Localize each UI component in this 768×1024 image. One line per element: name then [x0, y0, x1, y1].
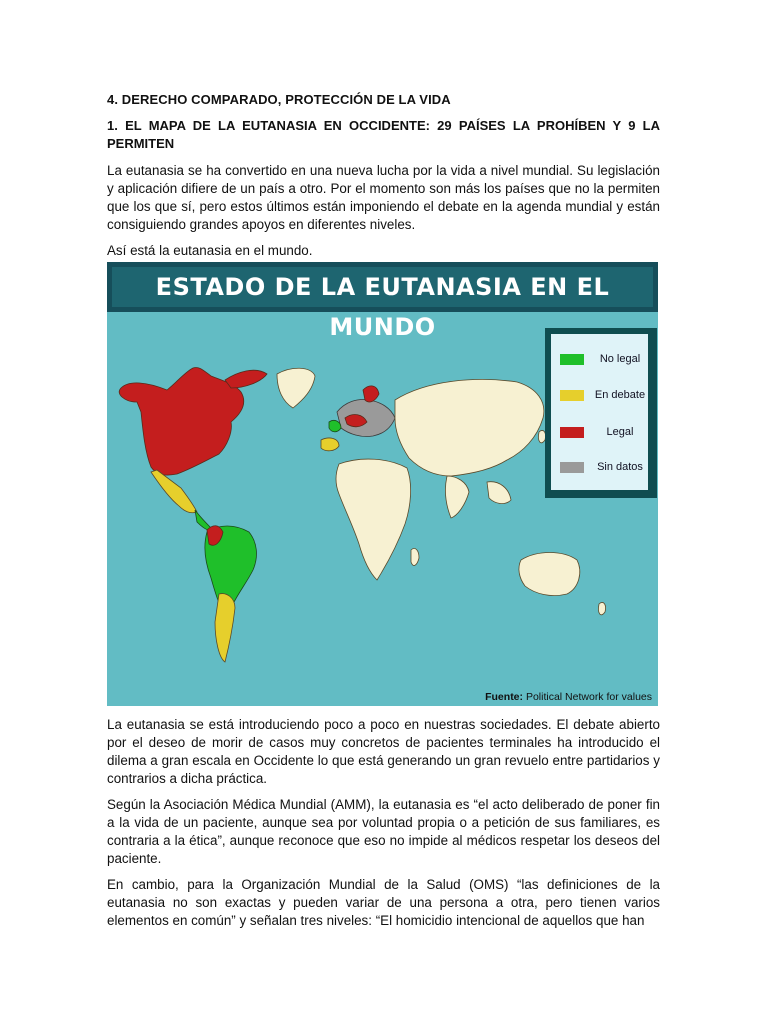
north-america-region — [119, 367, 244, 475]
legend-item-legal — [560, 425, 650, 439]
map-caption: Así está la eutanasia en el mundo. — [107, 243, 313, 258]
argentina-debate — [215, 594, 235, 662]
paragraph-debate: La eutanasia se está introduciendo poco a poco en nuestras sociedades. El debate abierto por el deseo de morir de casos muy concretos de pacientes terminales ha introducido el dilema a gran escala en Occidente lo que está generando un gran revuelo entre partidarios y contrarios a dicha práctica. — [107, 717, 660, 786]
euthanasia-world-map — [107, 262, 658, 706]
paragraph-amm: Según la Asociación Médica Mundial (AMM), la eutanasia es “el acto deliberado de poner fin a la vida de un paciente, aunque sea por voluntad propia o a petición de sus familiares, es contraria a la ética”, aunque reconoce que eso no impide al médicos respetar los deseos del paciente. — [107, 797, 660, 866]
legend-swatch-legal — [560, 427, 584, 438]
legend-item-sin-datos — [560, 460, 650, 474]
legend-label-legal: Legal — [606, 426, 634, 438]
map-legend — [545, 328, 657, 498]
legend-label-sin-datos: Sin datos — [597, 461, 643, 473]
map-source-value: Political Network for values — [525, 691, 652, 703]
canada-islands — [225, 370, 267, 388]
map-source — [485, 691, 652, 703]
map-legend-panel — [551, 334, 648, 490]
legend-item-en-debate — [560, 388, 650, 402]
map-title: ESTADO DE LA EUTANASIA EN EL MUNDO — [112, 267, 653, 307]
subsection-title: 1. EL MAPA DE LA EUTANASIA EN OCCIDENTE: 29 PAÍSES LA PROHÍBEN Y 9 LA PERMITEN — [107, 118, 660, 151]
legend-swatch-en-debate — [560, 390, 584, 401]
mexico-region — [151, 470, 197, 513]
india-region — [445, 476, 469, 518]
africa-region — [336, 459, 411, 580]
map-source-label: Fuente: — [485, 691, 524, 703]
document-content — [107, 92, 660, 938]
legend-item-no-legal — [560, 352, 650, 366]
section-title: 4. DERECHO COMPARADO, PROTECCIÓN DE LA VIDA — [107, 92, 451, 107]
legend-swatch-no-legal — [560, 354, 584, 365]
madagascar-region — [411, 548, 419, 565]
legend-swatch-sin-datos — [560, 462, 584, 473]
paragraph-oms: En cambio, para la Organización Mundial de la Salud (OMS) “las definiciones de la eutanasia no son exactas y pueden variar de una persona a otra, pero tienen varios elementos en común” y señalan tres niveles: “El homicidio intencional de aquellos que han — [107, 877, 660, 928]
southeast-asia-region — [487, 482, 511, 504]
legend-label-en-debate: En debate — [594, 389, 646, 401]
legend-label-no-legal: No legal — [599, 353, 641, 365]
australia-region — [519, 553, 580, 596]
paragraph-intro: La eutanasia se ha convertido en una nueva lucha por la vida a nivel mundial. Su legislación y aplicación difiere de un país a otro. Por el momento son más los países que no la permiten que los que sí, pero estos últimos están imponiendo el debate en la agenda mundial y están consiguiendo grandes apoyos en diferentes niveles. — [107, 163, 660, 232]
scandinavia-legal — [363, 386, 379, 402]
iberia-debate — [321, 438, 339, 451]
greenland-region — [277, 368, 315, 408]
new-zealand-region — [598, 602, 605, 614]
asia-region — [395, 379, 544, 476]
map-title-bar — [107, 262, 658, 341]
